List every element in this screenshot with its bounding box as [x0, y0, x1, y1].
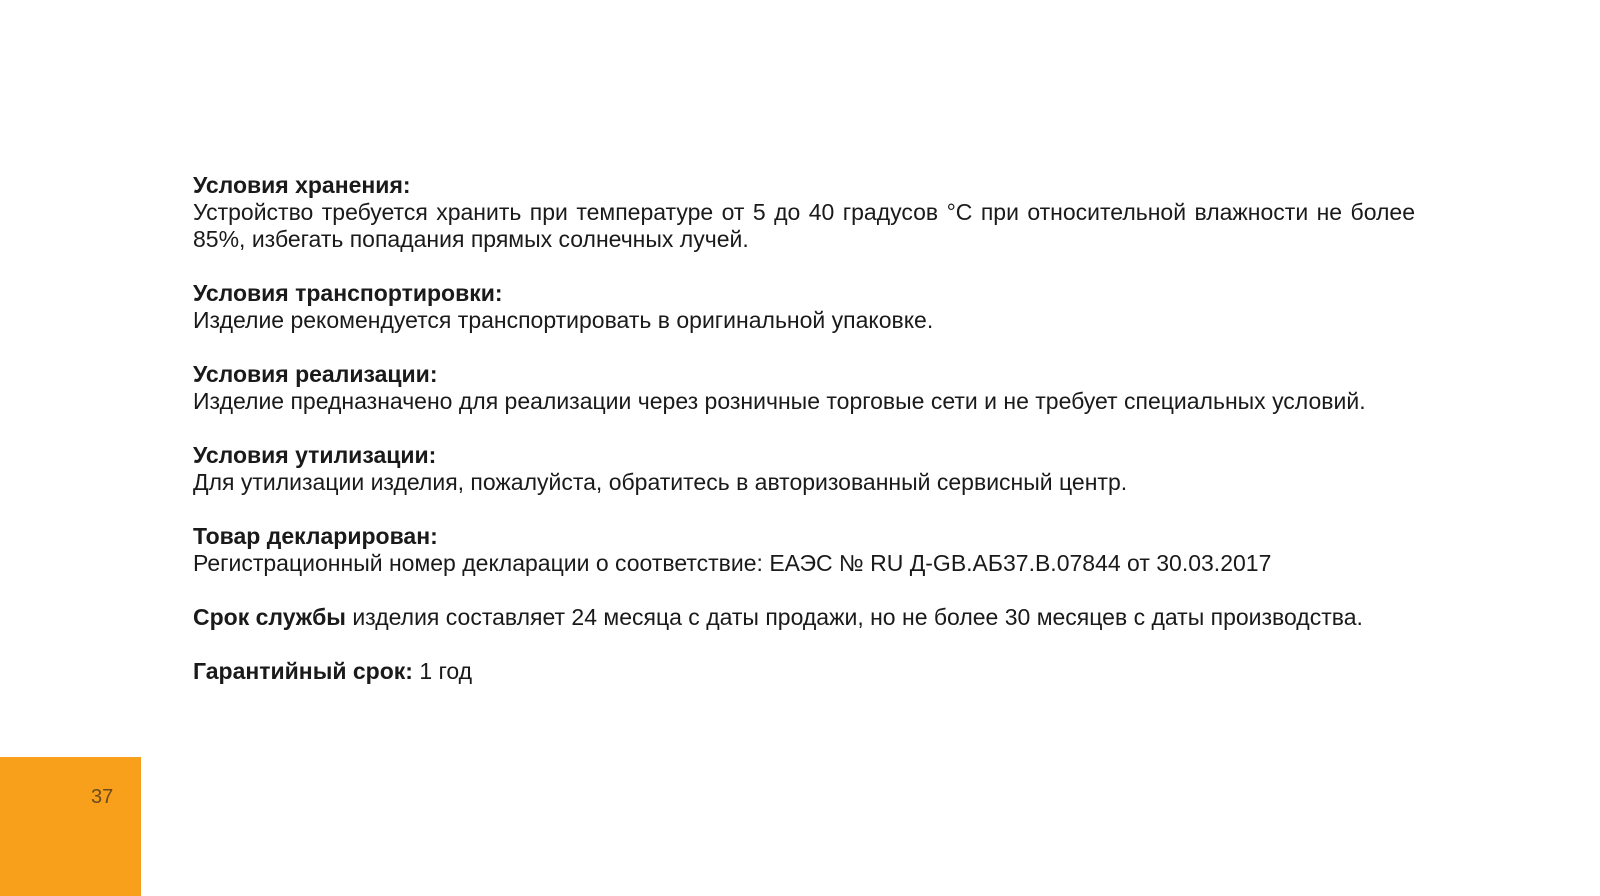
transport-conditions-section — [193, 280, 1415, 334]
service-life-label: Срок службы — [193, 604, 346, 630]
declaration-section — [193, 523, 1415, 577]
storage-conditions-heading: Условия хранения: — [193, 172, 411, 198]
sale-conditions-section — [193, 361, 1415, 415]
transport-conditions-text: Изделие рекомендуется транспортировать в оригинальной упаковке. — [193, 307, 934, 333]
sale-conditions-text: Изделие предназначено для реализации через розничные торговые сети и не требует специальных условий. — [193, 388, 1366, 414]
warranty-text: 1 год — [412, 658, 473, 684]
page-number: 37 — [91, 786, 114, 808]
disposal-conditions-heading: Условия утилизации: — [193, 442, 437, 468]
document-body — [193, 172, 1415, 712]
sale-conditions-heading: Условия реализации: — [193, 361, 438, 387]
warranty-paragraph — [193, 658, 1415, 685]
page-number-tab — [0, 757, 141, 896]
service-life-text: изделия составляет 24 месяца с даты продажи, но не более 30 месяцев с даты производства. — [345, 604, 1363, 630]
declaration-heading: Товар декларирован: — [193, 523, 438, 549]
declaration-text: Регистрационный номер декларации о соответствие: ЕАЭС № RU Д-GB.АБ37.В.07844 от 30.03.2017 — [193, 550, 1272, 576]
disposal-conditions-text: Для утилизации изделия, пожалуйста, обратитесь в авторизованный сервисный центр. — [193, 469, 1128, 495]
storage-conditions-section — [193, 172, 1415, 253]
service-life-paragraph — [193, 604, 1415, 631]
disposal-conditions-section — [193, 442, 1415, 496]
transport-conditions-heading: Условия транспортировки: — [193, 280, 503, 306]
storage-conditions-text: Устройство требуется хранить при температуре от 5 до 40 градусов °С при относительной влажности не более 85%, избегать попадания прямых солнечных лучей. — [193, 199, 1415, 252]
warranty-label: Гарантийный срок: — [193, 658, 413, 684]
